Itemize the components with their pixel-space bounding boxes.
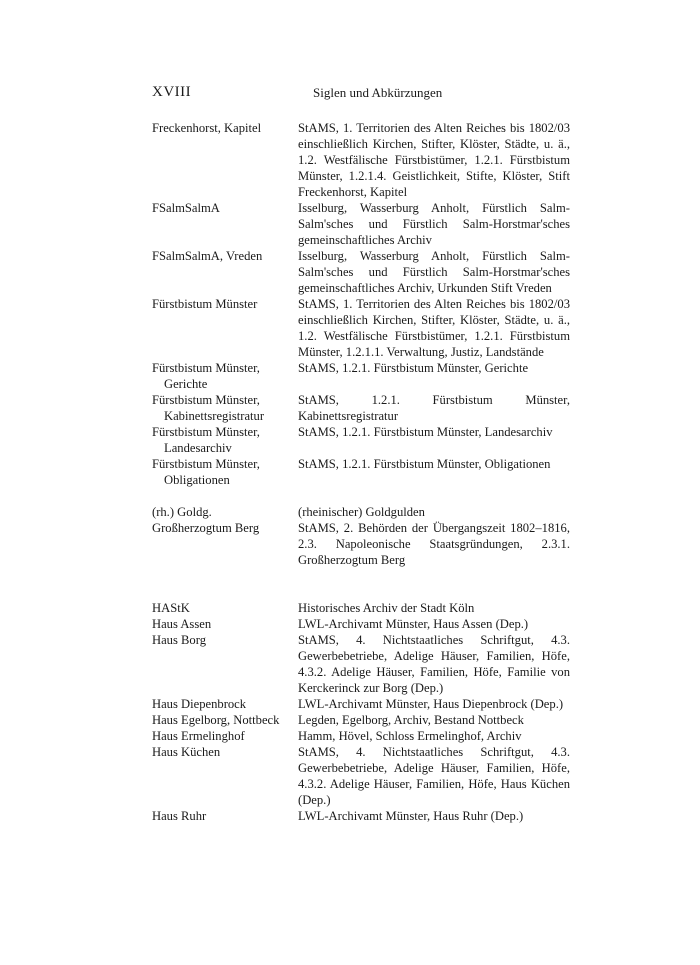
list-item (152, 616, 570, 632)
list-item (152, 520, 570, 568)
list-item (152, 248, 570, 296)
list-item (152, 424, 570, 456)
list-item (152, 200, 570, 248)
expansion: StAMS, 2. Behörden der Übergangszeit 1802–1816, 2.3. Napoleonische Staatsgründungen, 2.3.1. Großherzogtum Berg (298, 521, 570, 567)
running-head: Siglen und Abkürzungen (313, 85, 443, 100)
siglum: FSalmSalmA, Vreden (152, 249, 263, 263)
expansion: LWL-Archivamt Münster, Haus Assen (Dep.) (298, 617, 529, 631)
siglum: Haus Ruhr (152, 809, 207, 823)
expansion: StAMS, 4. Nichtstaatliches Schriftgut, 4.3. Gewerbebetriebe, Adelige Häuser, Familien, Höfe, 4.3.2. Adelige Häuser, Familien, Höfe, Haus Küchen (Dep.) (298, 745, 570, 807)
siglum: Großherzogtum Berg (152, 521, 260, 535)
siglum: Haus Küchen (152, 745, 221, 759)
siglum: (rh.) Goldg. (152, 505, 212, 519)
siglum: Fürstbistum Münster, Obligationen (152, 457, 260, 487)
siglum: Freckenhorst, Kapitel (152, 121, 262, 135)
list-item (152, 360, 570, 392)
page-number: XVIII (152, 84, 192, 100)
expansion: LWL-Archivamt Münster, Haus Ruhr (Dep.) (298, 809, 524, 823)
siglum: HAStK (152, 601, 190, 615)
expansion: (rheinischer) Goldgulden (298, 505, 425, 519)
list-item (152, 456, 570, 488)
siglum: FSalmSalmA (152, 201, 220, 215)
expansion: StAMS, 4. Nichtstaatliches Schriftgut, 4.3. Gewerbebetriebe, Adelige Häuser, Familien, Höfe, 4.3.2. Adelige Häuser, Familien, Höfe, Familie von Kerckerinck zur Borg (Dep.) (298, 633, 570, 695)
list-item (152, 696, 570, 712)
list-item (152, 808, 570, 824)
list-item (152, 296, 570, 360)
list-item (152, 392, 570, 424)
expansion: StAMS, 1.2.1. Fürstbistum Münster, Gerichte (298, 361, 529, 375)
list-item (152, 600, 570, 616)
siglum: Fürstbistum Münster, Gerichte (152, 361, 260, 391)
siglum: Fürstbistum Münster, Landesarchiv (152, 425, 260, 455)
list-item (152, 120, 570, 200)
siglum: Haus Borg (152, 633, 206, 647)
expansion: StAMS, 1.2.1. Fürstbistum Münster, Kabinettsregistratur (298, 393, 570, 423)
expansion: Legden, Egelborg, Archiv, Bestand Nottbeck (298, 713, 524, 727)
expansion: Historisches Archiv der Stadt Köln (298, 601, 475, 615)
expansion: StAMS, 1. Territorien des Alten Reiches bis 1802/03 einschließlich Kirchen, Stifter, Klöster, Städte, u. ä., 1.2. Westfälische Fürstbistümer, 1.2.1. Fürstbistum Münster, 1.2.1.4. Geistlichkeit, Stifte, Klöster, Stift Freckenhorst, Kapitel (298, 121, 570, 199)
siglum: Haus Diepenbrock (152, 697, 247, 711)
expansion: StAMS, 1. Territorien des Alten Reiches bis 1802/03 einschließlich Kirchen, Stifter, Klöster, Städte, u. ä., 1.2. Westfälische Fürstbistümer, 1.2.1. Fürstbistum Münster, 1.2.1.1. Verwaltung, Justiz, Landstände (298, 297, 570, 359)
list-item (152, 712, 570, 728)
expansion: StAMS, 1.2.1. Fürstbistum Münster, Obligationen (298, 457, 551, 471)
siglum: Fürstbistum Münster (152, 297, 258, 311)
siglum: Haus Egelborg, Nottbeck (152, 713, 280, 727)
expansion: StAMS, 1.2.1. Fürstbistum Münster, Landesarchiv (298, 425, 553, 439)
siglum: Fürstbistum Münster, Kabinettsregistratur (152, 393, 265, 423)
list-item (152, 728, 570, 744)
expansion: Hamm, Hövel, Schloss Ermelinghof, Archiv (298, 729, 522, 743)
list-item (152, 744, 570, 808)
abbreviation-list (152, 120, 570, 824)
expansion: LWL-Archivamt Münster, Haus Diepenbrock (Dep.) (298, 697, 564, 711)
list-item (152, 632, 570, 696)
expansion: Isselburg, Wasserburg Anholt, Fürstlich Salm-Salm'sches und Fürstlich Salm-Horstmar'sches gemeinschaftliches Archiv, Urkunden Stift Vreden (298, 249, 570, 295)
list-item (152, 504, 570, 520)
siglum: Haus Assen (152, 617, 212, 631)
siglum: Haus Ermelinghof (152, 729, 245, 743)
expansion: Isselburg, Wasserburg Anholt, Fürstlich Salm-Salm'sches und Fürstlich Salm-Horstmar'sches gemeinschaftliches Archiv (298, 201, 570, 247)
